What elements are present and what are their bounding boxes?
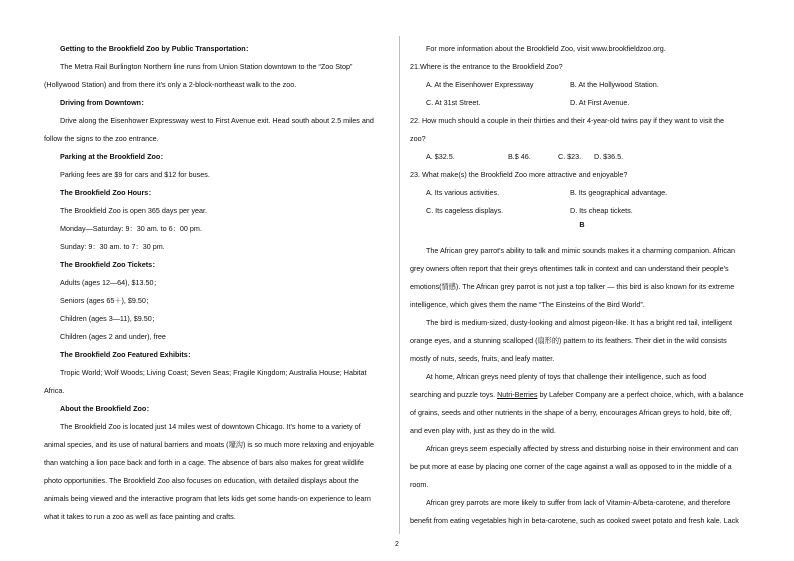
heading-driving: Driving from Downtown： <box>60 98 149 107</box>
heading-tickets: The Brookfield Zoo Tickets： <box>60 260 160 269</box>
section-b-heading: B <box>579 220 585 229</box>
about-line-3: than watching a lion pace back and forth in a cage. The absence of bars also makes for great wildlife <box>44 458 364 467</box>
column-divider <box>399 36 400 534</box>
q23-options-ab <box>410 184 754 202</box>
b-para3-line-3: of grains, seeds and other nutrients in the shape of a berry, encourages African greys to hold, bite off, <box>410 408 732 417</box>
about-line-5: animals being viewed and the interactive program that lets kids get some hands-on experience to learn <box>44 494 371 503</box>
q21-option-a: A. At the Eisenhower Expressway <box>426 80 534 89</box>
b-para3-line-1: At home, African greys need plenty of toys that challenge their intelligence, such as food <box>426 372 707 381</box>
q21-options-ab <box>410 76 754 94</box>
q22-option-c: C. $23. <box>558 152 582 161</box>
ticket-seniors: Seniors (ages 65＋), $9.50； <box>60 296 154 305</box>
exhibits-line-2: Africa. <box>44 386 65 395</box>
q22-option-d: D. $36.5. <box>594 152 624 161</box>
heading-exhibits: The Brookfield Zoo Featured Exhibits： <box>60 350 195 359</box>
nutri-berries-brand: Nutri-Berries <box>497 390 538 399</box>
heading-about: About the Brookfield Zoo： <box>60 404 154 413</box>
b-para5-line-2: benefit from eating vegetables high in beta-carotene, such as cooked sweet potato and fresh kale. Lack <box>410 516 739 525</box>
b-para4-line-1: African greys seem especially affected by stress and disturbing noise in their environment and can <box>426 444 739 453</box>
right-column <box>410 40 754 530</box>
transport-line-1: The Metra Rail Burlington Northern line runs from Union Station downtown to the “Zoo Stop” <box>60 62 353 71</box>
heading-hours: The Brookfield Zoo Hours： <box>60 188 156 197</box>
q22-option-a: A. $32.5. <box>426 152 455 161</box>
q21-option-d: D. At First Avenue. <box>570 98 630 107</box>
question-23: 23. What make(s) the Brookfield Zoo more attractive and enjoyable? <box>410 170 628 179</box>
heading-parking: Parking at the Brookfield Zoo： <box>60 152 168 161</box>
b-para2-line-2: orange eyes, and a stunning scalloped (扇形的) pattern to its feathers. Their diet in the wild consists <box>410 336 727 345</box>
b-para4-line-2: be put more at ease by placing one corner of the cage against a wall as opposed to in the middle of a <box>410 462 732 471</box>
ticket-adults: Adults (ages 12—64), $13.50； <box>60 278 161 287</box>
q23-option-a: A. Its various activities. <box>426 188 500 197</box>
q21-options-cd <box>410 94 754 112</box>
about-line-6: what it takes to run a zoo as well as face painting and crafts. <box>44 512 236 521</box>
question-21: 21.Where is the entrance to the Brookfield Zoo? <box>410 62 563 71</box>
b-para3-line-2 <box>410 386 754 404</box>
driving-line-1: Drive along the Eisenhower Expressway west to First Avenue exit. Head south about 2.5 miles and <box>60 116 374 125</box>
q23-option-d: D. Its cheap tickets. <box>570 206 633 215</box>
more-info-text: For more information about the Brookfield Zoo, visit www.brookfieldzoo.org. <box>426 44 666 53</box>
b-para3-line-2a: searching and puzzle toys. <box>410 390 496 399</box>
b-para1-line-3: emotions(情感). The African grey parrot is not just a top talker — this bird is also known for its extreme <box>410 282 735 291</box>
ticket-free: Children (ages 2 and under), free <box>60 332 166 341</box>
question-22-line-2: zoo? <box>410 134 426 143</box>
left-column <box>44 40 388 526</box>
b-para2-line-3: mostly of nuts, seeds, fruits, and leafy matter. <box>410 354 555 363</box>
transport-line-2: (Hollywood Station) and from there it's only a 2-block-northeast walk to the zoo. <box>44 80 297 89</box>
driving-line-2: follow the signs to the zoo entrance. <box>44 134 159 143</box>
page-number: 2 <box>395 541 399 548</box>
exhibits-line-1: Tropic World; Wolf Woods; Living Coast; Seven Seas; Fragile Kingdom; Australia House; Habitat <box>60 368 367 377</box>
b-para5-line-1: African grey parrots are more likely to suffer from lack of Vitamin-A/beta-carotene, and therefore <box>426 498 731 507</box>
about-line-4: photo opportunities. The Brookfield Zoo also focuses on education, with detailed displays about the <box>44 476 359 485</box>
q22-option-b: B.$ 46. <box>508 152 531 161</box>
b-para2-line-1: The bird is medium-sized, dusty-looking and almost pigeon-like. It has a bright red tail, intelligent <box>426 318 733 327</box>
b-para1-line-1: The African grey parrot's ability to talk and mimic sounds makes it a charming companion. African <box>426 246 735 255</box>
q23-option-b: B. Its geographical advantage. <box>570 188 668 197</box>
b-para3-line-2b: by Lafeber Company are a perfect choice, which, with a balance <box>539 390 744 399</box>
hours-line-3: Sunday: 9：30 am. to 7：30 pm. <box>60 242 165 251</box>
question-22-line-1: 22. How much should a couple in their thirties and their 4-year-old twins pay if they want to visit the <box>410 116 725 125</box>
q21-option-c: C. At 31st Street. <box>426 98 481 107</box>
q21-option-b: B. At the Hollywood Station. <box>570 80 659 89</box>
b-para3-line-4: and even play with, just as they do in the wild. <box>410 426 556 435</box>
q22-options <box>410 148 754 166</box>
b-para1-line-4: intelligence, which gives them the name “The Einsteins of the Bird World”. <box>410 300 645 309</box>
b-para1-line-2: grey owners often report that their greys oftentimes talk in context and can understand their people's <box>410 264 729 273</box>
ticket-children: Children (ages 3—11), $9.50； <box>60 314 159 323</box>
hours-line-1: The Brookfield Zoo is open 365 days per year. <box>60 206 208 215</box>
about-line-1: The Brookfield Zoo is located just 14 miles west of downtown Chicago. It's home to a variety of <box>60 422 361 431</box>
q23-option-c: C. Its cageless displays. <box>426 206 504 215</box>
heading-transport: Getting to the Brookfield Zoo by Public Transportation： <box>60 44 253 53</box>
parking-text: Parking fees are $9 for cars and $12 for buses. <box>60 170 210 179</box>
hours-line-2: Monday—Saturday: 9：30 am. to 6：00 pm. <box>60 224 202 233</box>
b-para4-line-3: room. <box>410 480 429 489</box>
about-line-2: animal species, and its use of natural barriers and moats (壕沟) is so much more relaxing and enjoyable <box>44 440 374 449</box>
